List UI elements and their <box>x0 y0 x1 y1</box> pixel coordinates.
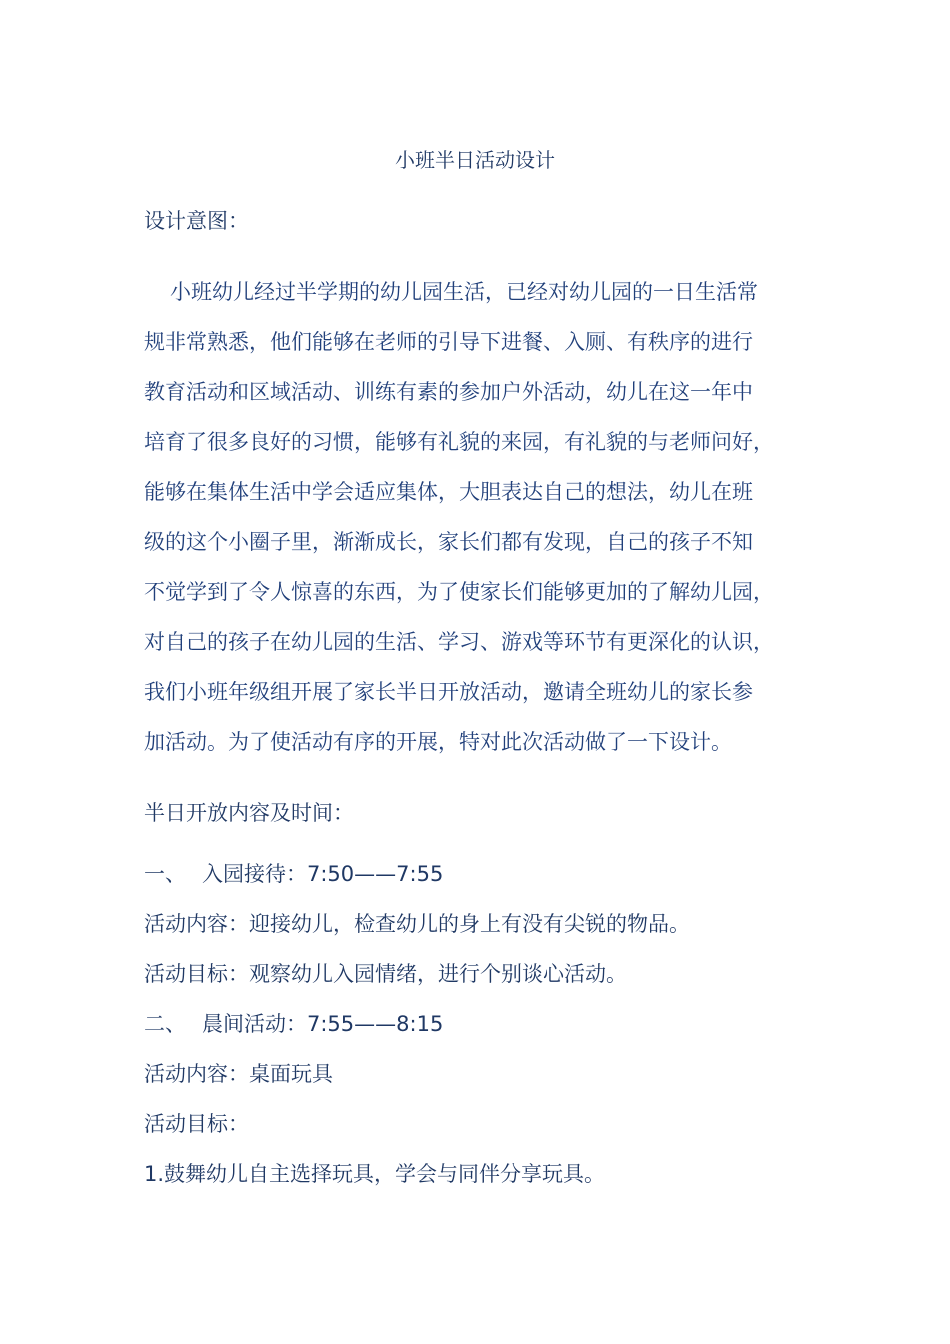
intent-line-4: 培育了很多良好的习惯，能够有礼貌的来园，有礼貌的与老师问好， <box>144 430 774 454</box>
intent-line-1: 小班幼儿经过半学期的幼儿园生活，已经对幼儿园的一日生活常 <box>170 280 758 304</box>
section-1-title: 入园接待：7:50——7:55 <box>202 862 444 886</box>
intent-line-9: 我们小班年级组开展了家长半日开放活动，邀请全班幼儿的家长参 <box>144 680 753 704</box>
section-2-title: 晨间活动：7:55——8:15 <box>202 1012 444 1036</box>
intent-line-10: 加活动。为了使活动有序的开展，特对此次活动做了一下设计。 <box>144 730 732 754</box>
schedule-heading: 半日开放内容及时间： <box>144 801 354 825</box>
document-title: 小班半日活动设计 <box>395 148 555 172</box>
intent-heading: 设计意图： <box>144 209 249 233</box>
intent-line-6: 级的这个小圈子里，渐渐成长，家长们都有发现，自己的孩子不知 <box>144 530 753 554</box>
section-2-goal: 活动目标： <box>144 1112 249 1136</box>
intent-line-7: 不觉学到了令人惊喜的东西，为了使家长们能够更加的了解幼儿园， <box>144 580 774 604</box>
section-2-heading <box>144 1009 443 1039</box>
intent-line-3: 教育活动和区域活动、训练有素的参加户外活动，幼儿在这一年中 <box>144 380 753 404</box>
section-1-content: 活动内容：迎接幼儿，检查幼儿的身上有没有尖锐的物品。 <box>144 912 690 936</box>
section-1-goal: 活动目标：观察幼儿入园情绪，进行个别谈心活动。 <box>144 962 627 986</box>
intent-line-5: 能够在集体生活中学会适应集体，大胆表达自己的想法，幼儿在班 <box>144 480 753 504</box>
section-2-content: 活动内容：桌面玩具 <box>144 1062 333 1086</box>
section-1-number: 一、 <box>144 862 186 886</box>
section-2-goal-item-1: 1.鼓舞幼儿自主选择玩具，学会与同伴分享玩具。 <box>144 1162 606 1186</box>
intent-line-8: 对自己的孩子在幼儿园的生活、学习、游戏等环节有更深化的认识， <box>144 630 774 654</box>
intent-line-2: 规非常熟悉，他们能够在老师的引导下进餐、入厕、有秩序的进行 <box>144 330 753 354</box>
section-1-heading <box>144 859 443 889</box>
section-2-number: 二、 <box>144 1012 186 1036</box>
